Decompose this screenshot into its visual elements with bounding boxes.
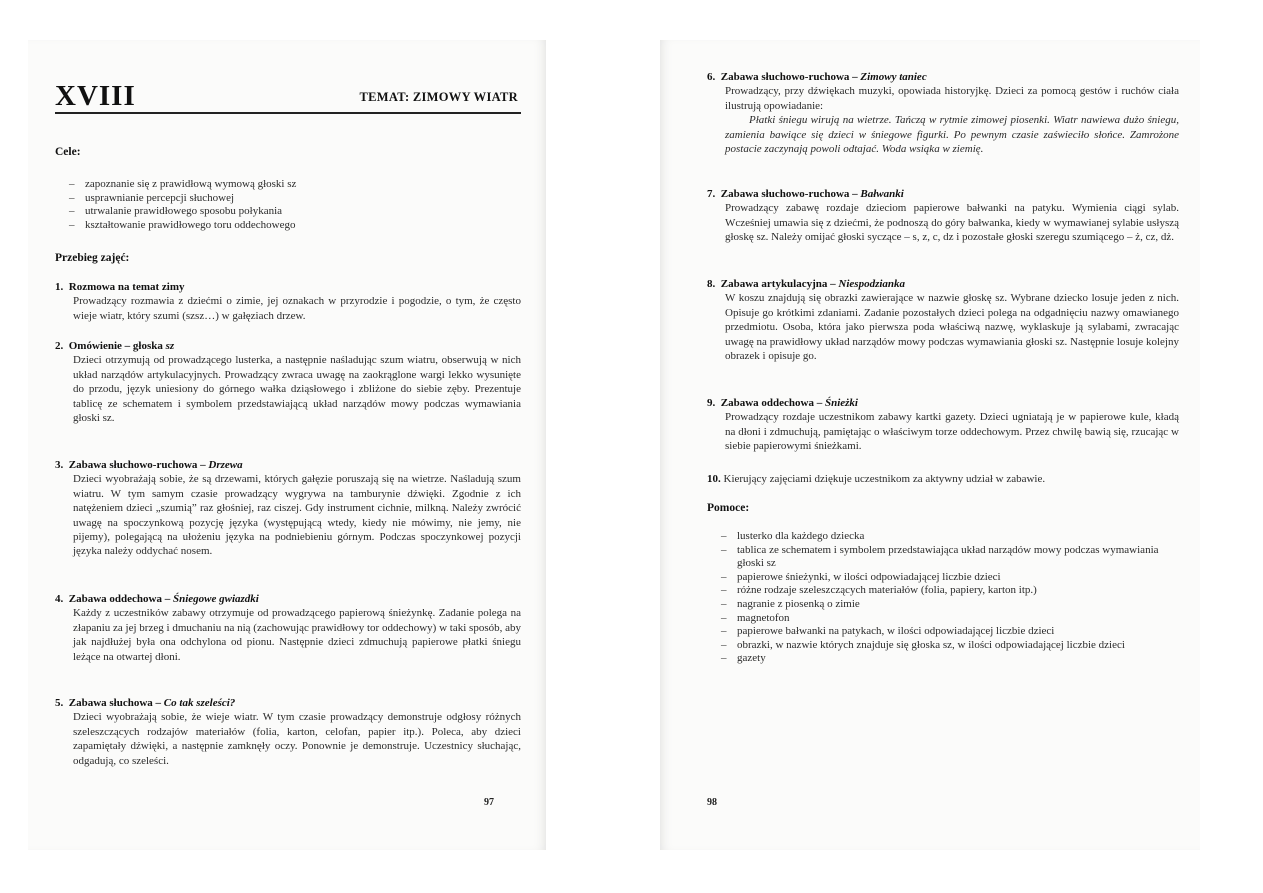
item-number: 4. [55, 593, 64, 605]
item-text: Dzieci otrzymują od prowadzącego lusterka, a następnie naśladując szum wiatru, obserwują w nich układ narządów artykulacyjnych. Prowadzący zwraca uwagę na zaokrąglone wargi lekko wysunięte do przodu, język uniesiony do górnego wałka dziąsłowego i zbliżone do siebie zęby. Prezentuje tablicę ze schematem i symbolem przedstawiającą układ narządów mowy podczas wymawiania głoski sz. [73, 354, 521, 425]
item-title-italic: Zimowy taniec [860, 71, 927, 83]
goals-heading: Cele: [55, 146, 81, 158]
aid-item: – magnetofon [707, 612, 1169, 626]
page-number: 98 [707, 797, 717, 808]
activity-item [707, 277, 1179, 363]
item-title: Zabawa artykulacyjna – [720, 278, 839, 290]
item-title: Zabawa słuchowo-ruchowa – [68, 459, 209, 471]
item-number: 2. [55, 340, 64, 352]
aid-item: – gazety [707, 652, 1169, 666]
page-number: 97 [484, 797, 494, 808]
activity-item [55, 339, 521, 425]
goal-item: – zapoznanie się z prawidłową wymową głoski sz [55, 178, 515, 192]
activity-item [707, 187, 1179, 245]
activity-item [55, 592, 521, 664]
chapter-number: XVIII [55, 80, 136, 112]
item-title-italic: Bałwanki [860, 188, 904, 200]
goals-list [55, 178, 515, 232]
aid-item: – papierowe śnieżynki, w ilości odpowiadającej liczbie dzieci [707, 571, 1169, 585]
course-heading: Przebieg zajęć: [55, 252, 130, 264]
item-title: Zabawa słuchowa – [68, 697, 164, 709]
aid-item: – papierowe bałwanki na patykach, w ilości odpowiadającej liczbie dzieci [707, 625, 1169, 639]
story-text: Płatki śniegu wirują na wietrze. Tańczą w rytmie zimowej piosenki. Wiatr nawiewa dużo śniegu, zamienia bawiące się dzieci w śniegowe figurki. Po pewnym czasie zaświeciło słońce. Zamrożone postacie zaczynają powoli odtajać. Woda wsiąka w ziemię. [725, 114, 1179, 156]
item-title: Zabawa słuchowo-ruchowa – [720, 71, 861, 83]
page-left [28, 40, 546, 850]
item-text: Prowadzący, przy dźwiękach muzyki, opowiada historyjkę. Dzieci za pomocą gestów i ruchów ciała ilustrują opowiadanie: [725, 85, 1179, 112]
item-title: Zabawa oddechowa – [720, 397, 825, 409]
item-number: 5. [55, 697, 64, 709]
item-text: Kierujący zajęciami dziękuje uczestnikom za aktywny udział w zabawie. [723, 473, 1046, 485]
item-number: 1. [55, 281, 64, 293]
item-number: 8. [707, 278, 716, 290]
item-text: W koszu znajdują się obrazki zawierające w nazwie głoskę sz. Wybrane dziecko losuje jeden z nich. Opisuje go krótkimi zdaniami. Zadanie pozostałych dzieci polega na odgadnięciu nazwy omawianego przedmiotu. Osoba, która jako pierwsza poda właściwą nazwę, wyklaskuje ją sylabami, zwracając uwagę na prawidłowy układ narządów mowy podczas wymawiania głoski sz. Następnie losuje kolejny obrazek i opisuje go. [725, 292, 1179, 363]
page-right [660, 40, 1200, 850]
item-text: Prowadzący rozdaje uczestnikom zabawy kartki gazety. Dzieci ugniatają je w papierowe kule, kładą na dłoni i zdmuchują, pamiętając o właściwym torze oddechowym. Przez chwilę bawią się, rzucając w siebie papierowymi śnieżkami. [725, 411, 1179, 453]
activity-item [55, 280, 521, 323]
aids-list [707, 530, 1169, 666]
item-title: Rozmowa na temat zimy [68, 281, 185, 293]
item-title-italic: Co tak szeleści? [163, 697, 236, 709]
goal-item: – utrwalanie prawidłowego sposobu połykania [55, 205, 515, 219]
item-number: 3. [55, 459, 64, 471]
aid-item: – nagranie z piosenką o zimie [707, 598, 1169, 612]
item-text: Prowadzący zabawę rozdaje dzieciom papierowe bałwanki na patyku. Wymienia ciągi sylab. Wcześniej umawia się z dziećmi, że podnoszą do góry bałwanka, kiedy w wymawianej sylabie usłyszą głoskę sz. Należy omijać głoski syczące – s, z, c, dz i pozostałe głoski szeregu szumiącego – ż, cz, dż. [725, 202, 1179, 244]
goal-item: – kształtowanie prawidłowego toru oddechowego [55, 219, 515, 233]
item-number: 6. [707, 71, 716, 83]
goal-item: – usprawnianie percepcji słuchowej [55, 192, 515, 206]
item-title: Omówienie – głoska [68, 340, 166, 352]
activity-item [55, 458, 521, 559]
item-text: Prowadzący rozmawia z dziećmi o zimie, jej oznakach w przyrodzie i pogodzie, o tym, że często wieje wiatr, który szumi (szsz…) w gałęziach drzew. [73, 295, 521, 322]
item-text: Każdy z uczestników zabawy otrzymuje od prowadzącego papierową śnieżynkę. Zadanie polega na złapaniu za jej brzeg i dmuchaniu na nią (zachowując prawidłowy tor oddechowy) w taki sposób, aby jak najdłużej była ona odchylona od pionu. Następnie dzieci zdmuchują papierowe płatki śniegu leżące na otwartej dłoni. [73, 607, 521, 663]
item-number: 10. [707, 473, 721, 485]
item-title-italic: Niespodzianka [838, 278, 906, 290]
title-rule [55, 112, 521, 114]
item-title: Zabawa słuchowo-ruchowa – [720, 188, 861, 200]
aid-item: – lusterko dla każdego dziecka [707, 530, 1169, 544]
item-number: 9. [707, 397, 716, 409]
activity-item [707, 396, 1179, 454]
aid-item: – tablica ze schematem i symbolem przedstawiająca układ narządów mowy podczas wymawiania głoski sz [707, 544, 1169, 571]
item-title-italic: Drzewa [208, 459, 243, 471]
aid-item: – różne rodzaje szeleszczących materiałów (folia, papiery, karton itp.) [707, 584, 1169, 598]
item-title-italic: sz [165, 340, 175, 352]
aid-item: – obrazki, w nazwie których znajduje się głoska sz, w ilości odpowiadającej liczbie dzieci [707, 639, 1169, 653]
lesson-theme: TEMAT: ZIMOWY WIATR [359, 90, 518, 104]
activity-item [707, 472, 1179, 486]
item-title-italic: Śniegowe gwiazdki [172, 593, 259, 605]
item-number: 7. [707, 188, 716, 200]
aids-heading: Pomoce: [707, 502, 750, 514]
item-text: Dzieci wyobrażają sobie, że są drzewami, których gałęzie poruszają się na wietrze. Naśladują szum wiatru. W tym samym czasie prowadzący wygrywa na tamburynie dźwięki. Zgodnie z ich natężeniem dzieci „szumią” raz głośniej, raz ciszej. Gdy instrument cichnie, milkną. Należy zwrócić uwagę na spoczynkową pozycję języka (występującą wtedy, kiedy nie mówimy, nie jemy, nie pijemy), polegającą na ułożeniu języka na podniebieniu górnym. Podczas spoczynkowej pozycji języka należy oddychać nosem. [73, 473, 521, 558]
item-text: Dzieci wyobrażają sobie, że wieje wiatr. W tym czasie prowadzący demonstruje odgłosy różnych szeleszczących rodzajów materiałów (folia, karton, celofan, papier itp.). Poleca, aby dzieci zapamiętały dźwięki, a następnie zamknęły oczy. Ponownie je demonstruje. Uczestnicy słuchając, odgadują, co szeleści. [73, 711, 521, 767]
activity-item [55, 696, 521, 768]
item-title-italic: Śnieżki [824, 397, 858, 409]
item-title: Zabawa oddechowa – [68, 593, 173, 605]
activity-item [707, 70, 1179, 156]
